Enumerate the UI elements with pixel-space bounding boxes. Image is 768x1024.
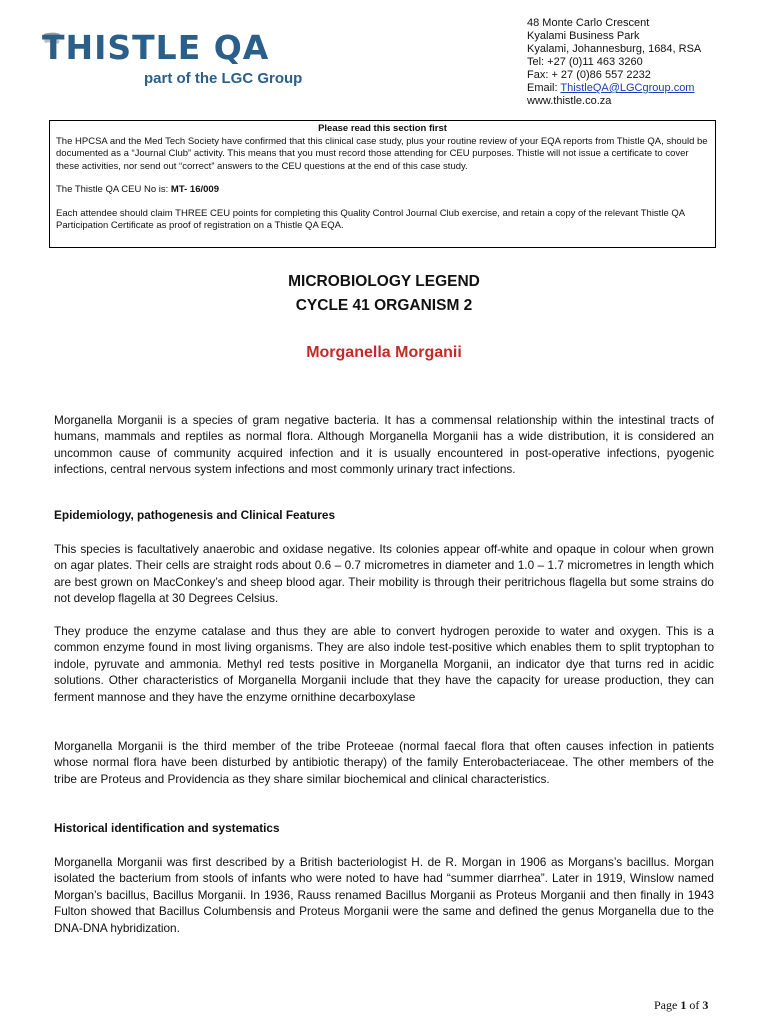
address-line: 48 Monte Carlo Crescent <box>527 17 650 29</box>
page-number: Page 1 of 3 <box>654 998 709 1012</box>
body-paragraph: They produce the enzyme catalase and thus they are able to convert hydrogen peroxide to water and oxygen. This is a common enzyme found in most living organisms. They are also indole test-positive which enables them to split tryptophan to indole, pyruvate and ammonia. Methyl red tests positive in Morganella Morganii, an indicator dye that turns red in acidic solutions. Other characteristics of Morganella Morganii include that they have the capacity for urease production, they can ferment mannose and they have the enzyme ornithine decarboxylase <box>54 624 714 704</box>
document-title: MICROBIOLOGY LEGEND <box>288 273 480 290</box>
body-paragraph: Morganella Morganii is the third member of the tribe Proteeae (normal faecal flora that often causes infection in patients whose normal flora have been disturbed by antibiotic therapy) of the family Enterobacteriaceae. The other members of the tribe are Proteus and Providencia as they share similar biochemical and clinical characteristics. <box>54 739 714 786</box>
ceu-number-line <box>56 184 709 197</box>
email-label: Email: <box>527 82 561 94</box>
section-heading-history: Historical identification and systematics <box>54 821 280 835</box>
address-line: Kyalami, Johannesburg, 1684, RSA <box>527 43 702 55</box>
notice-heading: Please read this section first <box>318 123 447 134</box>
contact-address <box>527 17 701 108</box>
logo-wordmark: THISTLE QA <box>42 28 270 67</box>
organism-name: Morganella Morganii <box>306 344 462 361</box>
intro-paragraph: Morganella Morganii is a species of gram negative bacteria. It has a commensal relationship within the intestinal tracts of humans, mammals and reptiles as normal flora. Although Morganella Morganii has a wide distribution, it is considered an uncommon cause of community acquired infection and it is usually encountered in post-operative infections, pyogenic infections, central nervous system infections and most commonly urinary tract infections. <box>54 413 714 477</box>
email-line <box>527 82 701 95</box>
thistle-qa-logo <box>42 28 352 98</box>
email-link[interactable]: ThistleQA@LGCgroup.com <box>560 82 695 94</box>
address-line: Kyalami Business Park <box>527 30 640 42</box>
notice-box <box>49 120 716 248</box>
website-line: www.thistle.co.za <box>527 95 612 107</box>
section-heading-epidemiology: Epidemiology, pathogenesis and Clinical Features <box>54 508 335 522</box>
document-subtitle: CYCLE 41 ORGANISM 2 <box>295 297 473 314</box>
notice-paragraph: The HPCSA and the Med Tech Society have confirmed that this clinical case study, plus your routine review of your EQA reports from Thistle QA, should be documented as a “Journal Club” activity. This means that you must record those attending for CEU purposes. Thistle will not issue a certificate to cover these activities, nor send out “correct” answers to the CEU questions at the end of this case study. <box>56 135 708 172</box>
total-pages: 3 <box>702 998 709 1012</box>
ceu-number: MT- 16/009 <box>170 184 219 195</box>
logo-tagline: part of the LGC Group <box>144 70 303 87</box>
current-page: 1 <box>680 998 687 1012</box>
fax-line: Fax: + 27 (0)86 557 2232 <box>527 69 651 81</box>
notice-paragraph: Each attendee should claim THREE CEU points for completing this Quality Control Journal Club exercise, and retain a copy of the relevant Thistle QA Participation Certificate as proof of registration on a Thistle QA EQA. <box>56 207 685 231</box>
body-paragraph: This species is facultatively anaerobic and oxidase negative. Its colonies appear off-white and opaque in colour when grown on agar plates. Their cells are straight rods about 0.6 – 0.7 micrometres in diameter and 1.0 – 1.7 micrometres in length which are best grown on MacConkey’s and sheep blood agar. Their mobility is through their peritrichous flagella but some strains do not develop flagella at 30 Degrees Celsius. <box>54 542 714 606</box>
phone-line: Tel: +27 (0)11 463 3260 <box>527 56 643 68</box>
ceu-label: The Thistle QA CEU No is: <box>56 184 171 195</box>
body-paragraph: Morganella Morganii was first described by a British bacteriologist H. de R. Morgan in 1906 as Morgans’s bacillus. Morgan isolated the bacterium from stools of infants who were noted to have had “summer diarrhea”. Later in 1919, Winslow named Morgan’s bacillus, Bacillus Morganii. In 1936, Rauss renamed Bacillus Morganii as Proteus Morganii and then finally in 1943 Fulton showed that Bacillus Columbensis and Proteus Morganii were the same and defined the genus Morganella due to the DNA-DNA hybridization. <box>54 855 714 935</box>
